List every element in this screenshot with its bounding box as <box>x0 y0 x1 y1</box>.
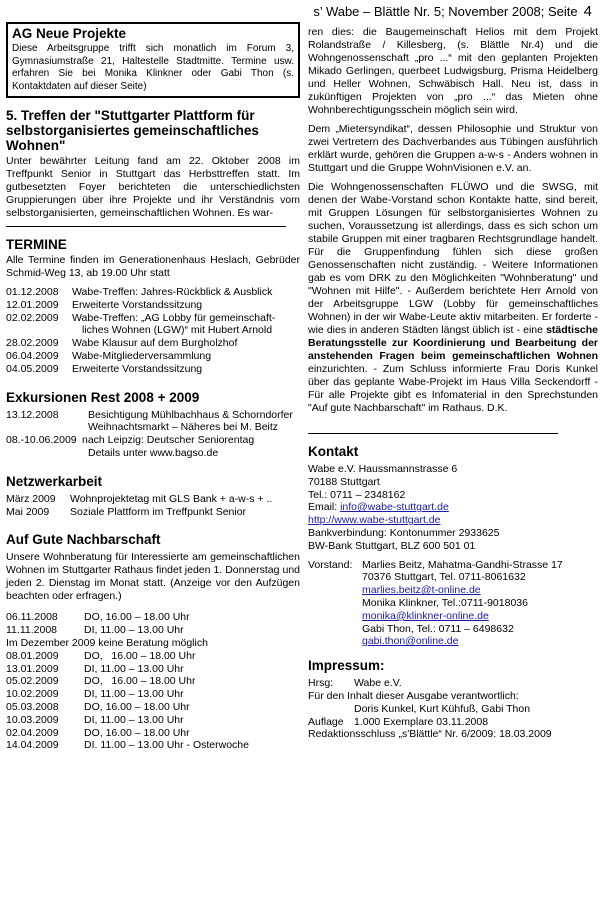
list-item: 10.03.2009 DI, 11.00 – 13.00 Uhr <box>6 713 184 726</box>
box-text: Diese Arbeitsgruppe trifft sich monatlich im Forum 3, Gymnasiumstraße 21, Haltestelle Stadtmitte. Termine usw. erfahren Sie bei Monika Klinkner oder Gabi Thon (s. Kontaktdaten auf dieser Seite) <box>12 43 294 92</box>
page-number: 4 <box>583 3 592 20</box>
termine-list <box>6 286 300 376</box>
treffen-text: Unter bewährter Leitung fand am 22. Oktober 2008 im Treffpunkt Senior in Stuttgart das Herbsttreffen statt. Im gutbesetzten Foyer berichteten die unterschiedlichsten Gruppierungen über ihre Projekte und ihr Verständnis vom selbstorganisierten, gemeinschaftlichen Wohnen. Es war- <box>6 155 300 219</box>
netzwerk-title: Netzwerkarbeit <box>6 473 103 489</box>
list-item: 06.04.2009 Wabe-Mitgliederversammlung <box>6 349 212 362</box>
email-link[interactable]: monika@klinkner-online.de <box>362 609 489 622</box>
list-item: liches Wohnen (LGW)“ mit Hubert Arnold <box>82 324 273 337</box>
header-title: s’ Wabe – Blättle Nr. 5; November 2008; Seite <box>313 4 578 19</box>
ag-neue-projekte-box <box>6 22 300 98</box>
highlight-text: städtische Beratungsstelle zur Koordinierung und Bearbeitung der anstehenden Fragen beim gemeinschaftlichen Wohnen <box>308 324 598 362</box>
termine-intro: Alle Termine finden im Generationenhaus Heslach, Gebrüder Schmid-Weg 13, ab 19.00 Uhr statt <box>6 254 300 279</box>
impressum-title: Impressum: <box>308 658 385 674</box>
netzwerk-list <box>6 493 300 519</box>
list-item: Mai 2009 Soziale Plattform im Treffpunkt Senior <box>6 505 247 518</box>
list-item: 02.02.2009 Wabe-Treffen: „AG Lobby für gemeinschaft- <box>6 311 276 324</box>
list-item: 05.02.2009 DO, 16.00 – 18.00 Uhr <box>6 675 196 688</box>
article-paragraph-1: ren dies: die Baugemeinschaft Helios mit dem Projekt Rolandstraße / Killesberg, (s. Blättle Nr.4) und die Wohngenossenschaft „pro ...“ mit den geplanten Projekten Mikado Gerlingen, querbeet Ludwigsburg, Prisma Heidelberg und Heller Wohnen, Schwäbisch Hall. Neu ist, dass in zukünftigen Projekten von „pro ...“ das Mieten ohne Wohnberechtigungsschein möglich sein wird. <box>308 26 598 116</box>
left-column <box>6 22 300 752</box>
list-item: 11.11.2008 DI, 11.00 – 13.00 Uhr <box>6 624 184 637</box>
list-item: Weihnachtsmarkt – Näheres bei M. Beitz <box>88 421 279 434</box>
box-title: AG Neue Projekte <box>12 26 127 41</box>
website-link[interactable]: http://www.wabe-stuttgart.de <box>308 514 441 527</box>
email-link[interactable]: gabi.thon@online.de <box>362 635 459 648</box>
nachbarschaft-intro: Unsere Wohnberatung für Interessierte am gemeinschaftlichen Wohnen im Stuttgarter Rathaus findet jeden 1. Donnerstag und jeden 2. Dienstag im Monat statt. (Anzeige vor den Aufzügen beachten oder erfragen.) <box>6 551 300 603</box>
list-item: Im Dezember 2009 keine Beratung möglich <box>6 636 208 649</box>
article-paragraph-2: Dem „Mietersyndikat“, dessen Philosophie und Struktur von zwei Vertretern des Dachverbandes aus Tübingen ausführlich erklärt wurde, gehören die Gruppen a-w-s - Anders wohnen in Stuttgart und die Gruppe WohnVisionen e.V. an. <box>308 123 598 174</box>
email-link[interactable]: info@wabe-stuttgart.de <box>340 501 449 514</box>
list-item: Details unter www.bagso.de <box>88 446 219 459</box>
list-item: März 2009 Wohnprojektetag mit GLS Bank + a-w-s + .. <box>6 492 273 505</box>
list-item: 13.01.2009 DI, 11.00 – 13.00 Uhr <box>6 662 184 675</box>
list-item: 14.04.2009 DI. 11.00 – 13.00 Uhr - Osterwoche <box>6 739 249 752</box>
list-item: 08.-10.06.2009 nach Leipzig: Deutscher Seniorentag <box>6 434 255 447</box>
list-item: 02.04.2009 DO, 16.00 – 18.00 Uhr <box>6 726 190 739</box>
kontakt-title: Kontakt <box>308 444 359 459</box>
vorstand-row: Vorstand: Marlies Beitz, Mahatma-Gandhi-Strasse 17 <box>308 558 563 571</box>
kontakt-block: Wabe e.V. Haussmannstrasse 6 70188 Stuttgart Tel.: 0711 – 2348162 Email: info@wabe-stuttgart.de http://www.wabe-stuttgart.de Bankverbindung: Kontonummer 2933625 BW-Bank Stuttgart, BLZ 600 501 01 Vorstand: Marlies Beitz, Mahatma-Gandhi-Strasse 17 70376 Stuttgart, Tel. 0711-8061632 marlies.beitz@t-online.de Monika Klinkner, Tel.:0711-9018036 monika@klinkner-online.de Gabi Thon, Tel.: 0711 – 6498632 gabi.thon@online.de <box>308 463 598 648</box>
nachbarschaft-title: Auf Gute Nachbarschaft <box>6 532 161 548</box>
list-item: 04.05.2009 Erweiterte Vorstandssitzung <box>6 362 203 375</box>
list-item: 10.02.2009 DI, 11.00 – 13.00 Uhr <box>6 688 184 701</box>
divider <box>308 433 558 434</box>
treffen-title: 5. Treffen der "Stuttgarter Plattform für selbstorganisiertes gemeinschaftliches Wohnen" <box>6 108 259 153</box>
list-item: 13.12.2008 Besichtigung Mühlbachhaus & Schorndorfer <box>6 408 293 421</box>
list-item: 08.01.2009 DO, 16.00 – 18.00 Uhr <box>6 649 196 662</box>
termine-title: TERMINE <box>6 237 67 252</box>
list-item: 06.11.2008 DO, 16.00 – 18.00 Uhr <box>6 611 190 624</box>
email-link[interactable]: marlies.beitz@t-online.de <box>362 584 481 597</box>
list-item: 12.01.2009 Erweiterte Vorstandssitzung <box>6 298 203 311</box>
list-item: 28.02.2009 Wabe Klausur auf dem Burgholzhof <box>6 337 238 350</box>
beratung-list <box>6 611 300 752</box>
exkursionen-title: Exkursionen Rest 2008 + 2009 <box>6 389 200 405</box>
list-item: 05.03.2008 DO, 16.00 – 18.00 Uhr <box>6 700 190 713</box>
exkursionen-list <box>6 409 300 460</box>
right-column <box>308 26 598 741</box>
page-header <box>0 4 592 20</box>
divider <box>6 226 286 227</box>
impressum-block: Hrsg: Wabe e.V. Für den Inhalt dieser Ausgabe verantwortlich: Doris Kunkel, Kurt Kühfuß, Gabi Thon Auflage 1.000 Exemplare 03.11.2008 Redaktionsschluss „s'Blättle“ Nr. 6/2009: 18.03.2009 <box>308 677 552 741</box>
article-paragraph-3: Die Wohngenossenschaften FLÜWO und die SWSG, mit denen der Wabe-Vorstand schon Kontakte hatte, sind bereit, mit Gruppen Lösungen für selbstorganisiertes Wohnen zu suchen, Voraussetzung ist allerdings, dass es sich schon um stabile Gruppen mit einer tragbaren Rechtsgrundlage handelt. Für die Gruppenfindung fühlen sich diese großen Genossenschaften nicht zuständig. - Weitere Informationen gab es vom DRK zu den Möglichkeiten "Wohnberatung" und "Wohnen mit Hilfe". - Außerdem berichtete Herr Arnold von der Arbeitsgruppe LGW (Lobby für gemeinschaftliches Wohnen) in der wir Wabe-Leute aktiv mitarbeiten. Er forderte - wie dies in anderen Städten längst üblich ist - eine städtische Beratungsstelle zur Koordinierung und Bearbeitung der anstehenden Fragen beim gemeinschaftlichen Wohnen einzurichten. - Zum Schluss informierte Frau Doris Kunkel über das geplante Wabe-Projekt im Haus Villa Seckendorff - Für alle Projekte gibt es Infomaterial in den Sprechstunden "Auf gute Nachbarschaft" im Rathaus. D.K. <box>308 181 598 414</box>
list-item: 01.12.2008 Wabe-Treffen: Jahres-Rückblick & Ausblick <box>6 286 273 298</box>
